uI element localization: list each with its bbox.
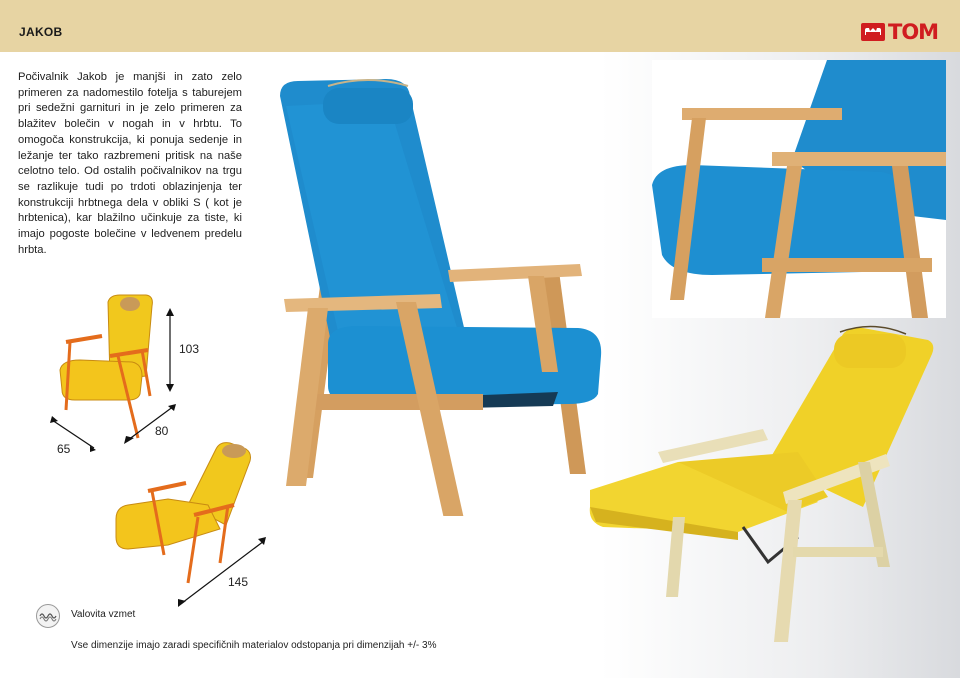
sofa-logo-icon	[861, 22, 885, 42]
logo-text: TOM	[888, 20, 939, 44]
product-description: Počivalnik Jakob je manjši in zato zelo primeren za nadomestilo fotelja s taburejem pri sedežni garnituri in je zelo primeren za blažitev bolečin v nogah in v hrbtu. To omogoča konstrukcija, ki ponuja sedenje in ležanje ter tako razbremeni pritisk na naše celotno telo. Od ostalih počivalnikov na trgu se razlikuje tudi po trdoti oblazinjenja ter konstrukciji hrbtnega dela v obliki S ( kot je hrbtenica), kar blažilno učinkuje za tiste, ki imajo pogoste bolečine v ledvenem predelu hrbta.	[18, 71, 242, 256]
wavy-spring-icon	[36, 604, 60, 628]
dimension-depth: 80	[155, 424, 169, 438]
header-band	[0, 0, 960, 52]
yellow-recliner-photo	[588, 322, 938, 652]
dimension-height: 103	[179, 342, 200, 356]
page-title: JAKOB	[19, 25, 63, 39]
dimension-reclined-length: 145	[228, 575, 249, 589]
feature-label: Valovita vzmet	[71, 609, 136, 620]
dimension-width: 65	[57, 442, 71, 456]
brand-logo	[861, 22, 937, 44]
blue-chair-photo	[268, 76, 613, 516]
blue-chair-detail-photo	[652, 60, 946, 318]
dimension-footnote: Vse dimenzije imajo zaradi specifičnih materialov odstopanja pri dimenzijah +/- 3%	[71, 640, 437, 651]
